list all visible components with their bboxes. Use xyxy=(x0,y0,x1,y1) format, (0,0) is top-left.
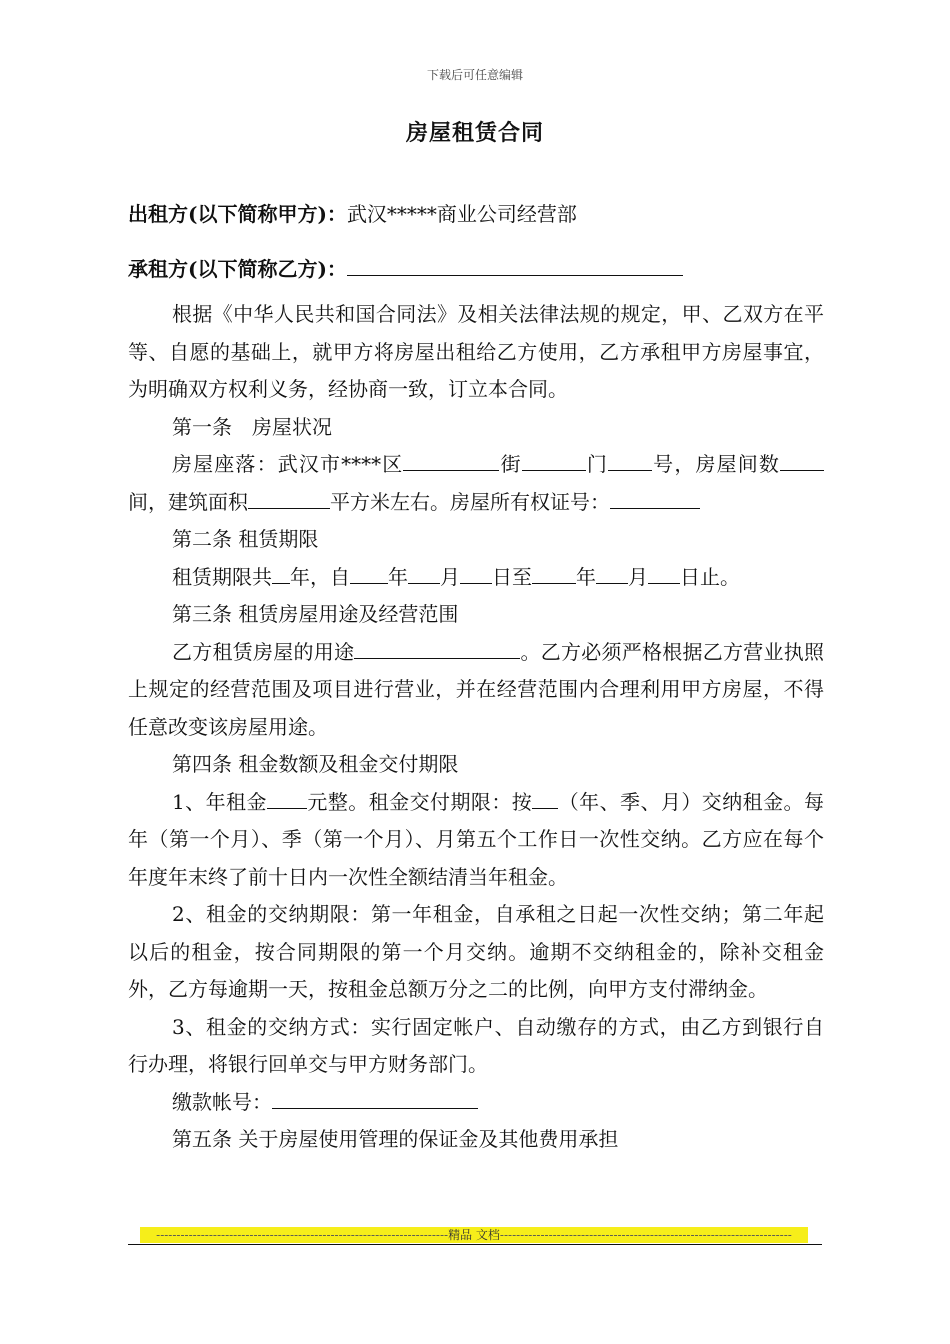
gate-label: 门 xyxy=(585,452,609,476)
end-year-blank xyxy=(532,561,576,584)
area-blank xyxy=(248,486,330,509)
certificate-label: 平方米左右。房屋所有权证号： xyxy=(330,489,610,514)
usage-label: 乙方租赁房屋的用途 xyxy=(172,639,355,664)
start-year-label: 年 xyxy=(388,564,408,589)
document-title: 房屋租赁合同 xyxy=(405,120,544,146)
start-day-label: 日至 xyxy=(492,564,532,589)
room-count-label: 号，房屋间数 xyxy=(652,452,781,476)
footer-dash-right: ------------------------------------------------------------------------ xyxy=(499,1228,792,1242)
street-label: 街 xyxy=(499,452,522,476)
footer-dash-left: ------------------------------------------------------------------------ xyxy=(156,1228,449,1242)
article3-text xyxy=(128,634,824,747)
article1-text xyxy=(128,446,824,521)
article2-text xyxy=(128,559,824,597)
room-count-blank xyxy=(780,448,824,471)
footer-banner xyxy=(140,1227,808,1243)
lessee-blank xyxy=(347,255,683,276)
article4-clause3: 3、租金的交纳方式：实行固定帐户、自动缴存的方式，由乙方到银行自行办理，将银行回单交与甲方财务部门。 xyxy=(128,1014,824,1076)
gate-blank xyxy=(522,448,586,471)
start-year-blank xyxy=(350,561,388,584)
end-day-blank xyxy=(648,561,680,584)
start-month-label: 月 xyxy=(440,564,460,589)
footer-text: 精品 文档 xyxy=(448,1228,500,1242)
number-blank xyxy=(608,448,652,471)
account-label: 缴款帐号： xyxy=(172,1089,272,1114)
article3-heading: 第三条 租赁房屋用途及经营范围 xyxy=(172,602,459,626)
payment-term-label: 元整。租金交付期限：按 xyxy=(306,789,533,814)
start-month-blank xyxy=(408,561,440,584)
end-month-label: 月 xyxy=(628,564,648,589)
term-years-blank xyxy=(272,561,290,584)
article4-clause1 xyxy=(128,784,824,897)
intro-paragraph: 根据《中华人民共和国合同法》及相关法律法规的规定，甲、乙双方在平等、自愿的基础上，就甲方将房屋出租给乙方使用，乙方承租甲方房屋事宜，为明确双方权利义务，经协商一致，订立本合同。 xyxy=(128,302,824,401)
account-blank xyxy=(272,1086,478,1109)
certificate-blank xyxy=(610,486,700,509)
term-from-label: 年，自 xyxy=(290,564,350,589)
end-year-label: 年 xyxy=(576,564,596,589)
annual-rent-label: 1、年租金 xyxy=(172,789,267,814)
street-blank xyxy=(403,448,499,471)
area-label: 间，建筑面积 xyxy=(128,489,248,514)
lessee-label: 承租方(以下简称乙方)： xyxy=(128,257,347,281)
article5-heading: 第五条 关于房屋使用管理的保证金及其他费用承担 xyxy=(172,1127,619,1151)
end-month-blank xyxy=(596,561,628,584)
term-label: 租赁期限共 xyxy=(172,564,272,589)
contract-body xyxy=(128,296,824,1159)
payment-period-blank xyxy=(532,786,558,809)
lessor-value: 武汉*****商业公司经营部 xyxy=(346,202,577,226)
article1-location-label: 房屋座落：武汉市****区 xyxy=(172,452,404,476)
usage-blank xyxy=(354,636,520,659)
lessor-line xyxy=(128,198,577,227)
usage-text: 。乙方必须严格根据乙方营业执照上规定的经营范围及项目进行营业，并在经营范围内合理利用甲方房屋，不得任意改变该房屋用途。 xyxy=(128,639,824,739)
start-day-blank xyxy=(460,561,492,584)
end-day-label: 日止。 xyxy=(680,564,740,589)
article1-heading: 第一条 房屋状况 xyxy=(172,414,332,439)
article4-clause2: 2、租金的交纳期限：第一年租金，自承租之日起一次性交纳；第二年起以后的租金，按合同期限的第一个月交纳。逾期不交纳租金的，除补交租金外，乙方每逾期一天，按租金总额万分之二的比例，向甲方支付滞纳金。 xyxy=(128,902,824,1001)
article4-heading: 第四条 租金数额及租金交付期限 xyxy=(172,752,459,776)
lessee-line xyxy=(128,253,683,282)
payment-term-text: （年、季、月）交纳租金。每年（第一个月）、季（第一个月）、月第五个工作日一次性交纳。乙方应在每个年度年末终了前十日内一次性全额结清当年租金。 xyxy=(128,789,824,889)
footer-rule xyxy=(128,1244,822,1245)
account-line xyxy=(128,1084,824,1122)
annual-rent-blank xyxy=(267,786,307,809)
lessor-label: 出租方(以下简称甲方)： xyxy=(128,202,347,226)
article2-heading: 第二条 租赁期限 xyxy=(172,527,319,551)
header-note: 下载后可任意编辑 xyxy=(426,68,523,82)
